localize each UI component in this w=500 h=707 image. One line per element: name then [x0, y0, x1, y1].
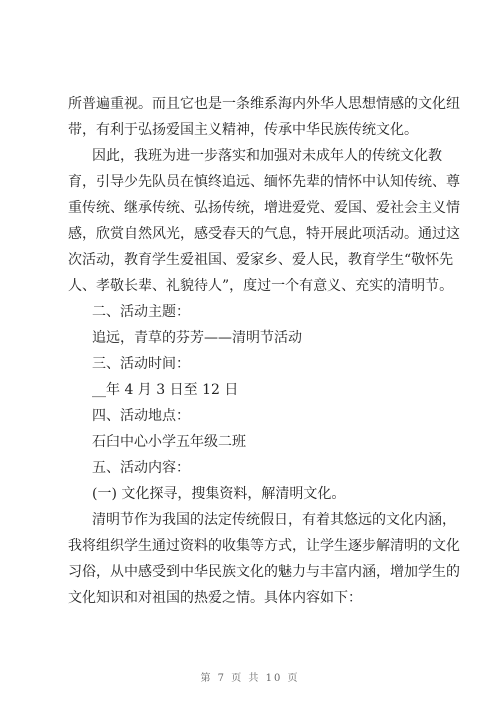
paragraph-line: 因此，我班为进一步落实和加强对未成年人的传统文化教 [92, 148, 442, 164]
paragraph-line: 感，欣赏自然风光，感受春天的气息，特开展此项活动。通过这 [68, 226, 460, 242]
paragraph-line: 所普遍重视。而且它也是一条维系海内外华人思想情感的文化纽 [68, 96, 460, 112]
paragraph-line: 清明节作为我国的法定传统假日，有着其悠远的文化内涵， [92, 512, 456, 528]
paragraph-line: 我将组织学生通过资料的收集等方式，让学生逐步解清明的文化 [68, 538, 460, 554]
page-number: 第 7 页 共 10 页 [200, 673, 300, 684]
subsection-heading: (一) 文化探寻，搜集资料，解清明文化。 [92, 486, 346, 502]
paragraph-line: 次活动，教育学生爱祖国、爱家乡、爱人民，教育学生“敬怀先 [68, 252, 454, 268]
section-heading: 四、活动地点： [92, 408, 190, 424]
paragraph-line: 习俗，从中感受到中华民族文化的魅力与丰富内涵，增加学生的 [68, 564, 460, 580]
section-content: 石臼中心小学五年级二班 [92, 434, 246, 450]
paragraph-line: 重传统、继承传统、弘扬传统，增进爱党、爱国、爱社会主义情 [68, 200, 460, 216]
section-content: __年 4 月 3 日至 12 日 [92, 382, 239, 398]
paragraph-line: 育，引导少先队员在慎终追远、缅怀先辈的情怀中认知传统、尊 [68, 174, 460, 190]
section-heading: 二、活动主题： [92, 304, 190, 320]
section-heading: 三、活动时间： [92, 356, 190, 372]
paragraph-line: 带，有利于弘扬爱国主义精神，传承中华民族传统文化。 [68, 122, 418, 138]
paragraph-line: 文化知识和对祖国的热爱之情。具体内容如下： [68, 590, 362, 606]
section-content: 追远，青草的芬芳——清明节活动 [92, 330, 302, 346]
paragraph-line: 人、孝敬长辈、礼貌待人”，度过一个有意义、充实的清明节。 [68, 278, 454, 294]
section-heading: 五、活动内容： [92, 460, 190, 476]
